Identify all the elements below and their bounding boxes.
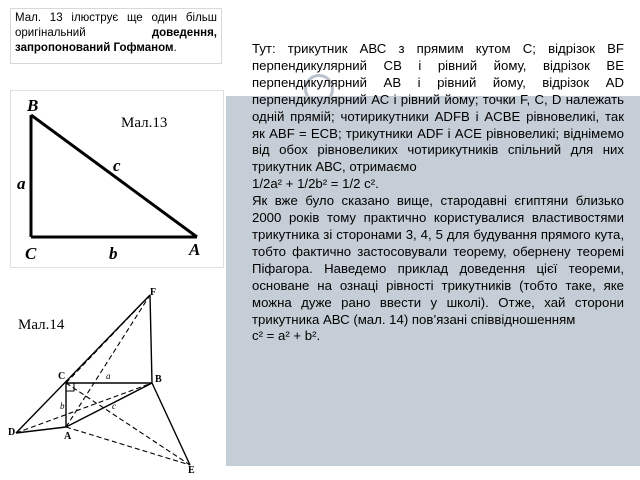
label-c: C xyxy=(58,371,66,382)
main-text xyxy=(252,41,624,345)
paragraph-1: Тут: трикутник АВС з прямим кутом С; відрізок BF перпендикулярний СВ і рівний йому, відрізок BE перпендикулярний АВ і рівний йому, відрізок AD перпендикулярний АС і рівний йому; точки F, C, D належать одній прямій; чотирикутники ADFB і ACBE рівновеликі, так як ABF = ECB; трикутники ADF і ACE рівновеликі; віднімемо від обох рівновеликих чотирикутників спільний для них трикутник АВС, отримаємо xyxy=(252,41,624,175)
figure-13 xyxy=(10,90,224,268)
edge-ab xyxy=(66,383,152,427)
side-c-label: c xyxy=(113,156,121,175)
dashed-ae xyxy=(66,427,190,465)
dashed-af xyxy=(66,295,150,427)
label-b: B xyxy=(155,374,162,385)
paragraph-2: Як вже було сказано вище, стародавні єгиптяни близько 2000 років тому практично користувалися властивостями трикутника зі сторонами 3, 4, 5 для будування прямого кута, тобто фактично застосовували теорему, обернену теоремі Піфагора. Наведемо приклад доведення цієї теореми, основане на ознаці рівності трикутників (тобто таке, яке можна дуже рано ввести у школі). Отже, хай сторони трикутника АВС (мал. 14) пов’язані співвідношенням xyxy=(252,193,624,327)
vertex-b-label: B xyxy=(27,96,39,115)
caption-prefix: Мал. 13 ілюструє ще один більш оригінальний xyxy=(15,12,217,39)
side-c-line xyxy=(31,115,197,237)
label-f: F xyxy=(150,287,157,298)
caption-bold: доведення, запропонований Гофманом xyxy=(15,27,217,54)
edge-bf xyxy=(150,295,152,383)
figure-14 xyxy=(8,285,226,475)
vertex-a-label: A xyxy=(189,240,201,259)
label-d: D xyxy=(8,427,16,438)
label-e: E xyxy=(188,465,195,475)
figure-13-drawing xyxy=(11,91,223,267)
bottom-strip xyxy=(226,466,640,480)
formula-2: c² = a² + b². xyxy=(252,328,321,344)
figure-caption xyxy=(10,8,222,64)
label-side-c: c xyxy=(112,401,116,411)
side-b-label: b xyxy=(109,244,118,263)
label-side-a: a xyxy=(106,371,111,381)
side-a-label: a xyxy=(17,174,26,193)
figure-13-title: Мал.13 xyxy=(121,115,168,131)
dashed-db xyxy=(16,383,152,433)
label-a: A xyxy=(64,431,72,442)
figure-14-title: Мал.14 xyxy=(18,317,65,333)
caption-suffix: . xyxy=(173,42,177,54)
label-side-b: b xyxy=(60,401,65,411)
edge-be xyxy=(152,383,190,465)
formula-1: 1/2a² + 1/2b² = 1/2 c². xyxy=(252,176,379,192)
vertex-c-label: C xyxy=(25,244,37,263)
figure-14-drawing xyxy=(8,285,226,475)
